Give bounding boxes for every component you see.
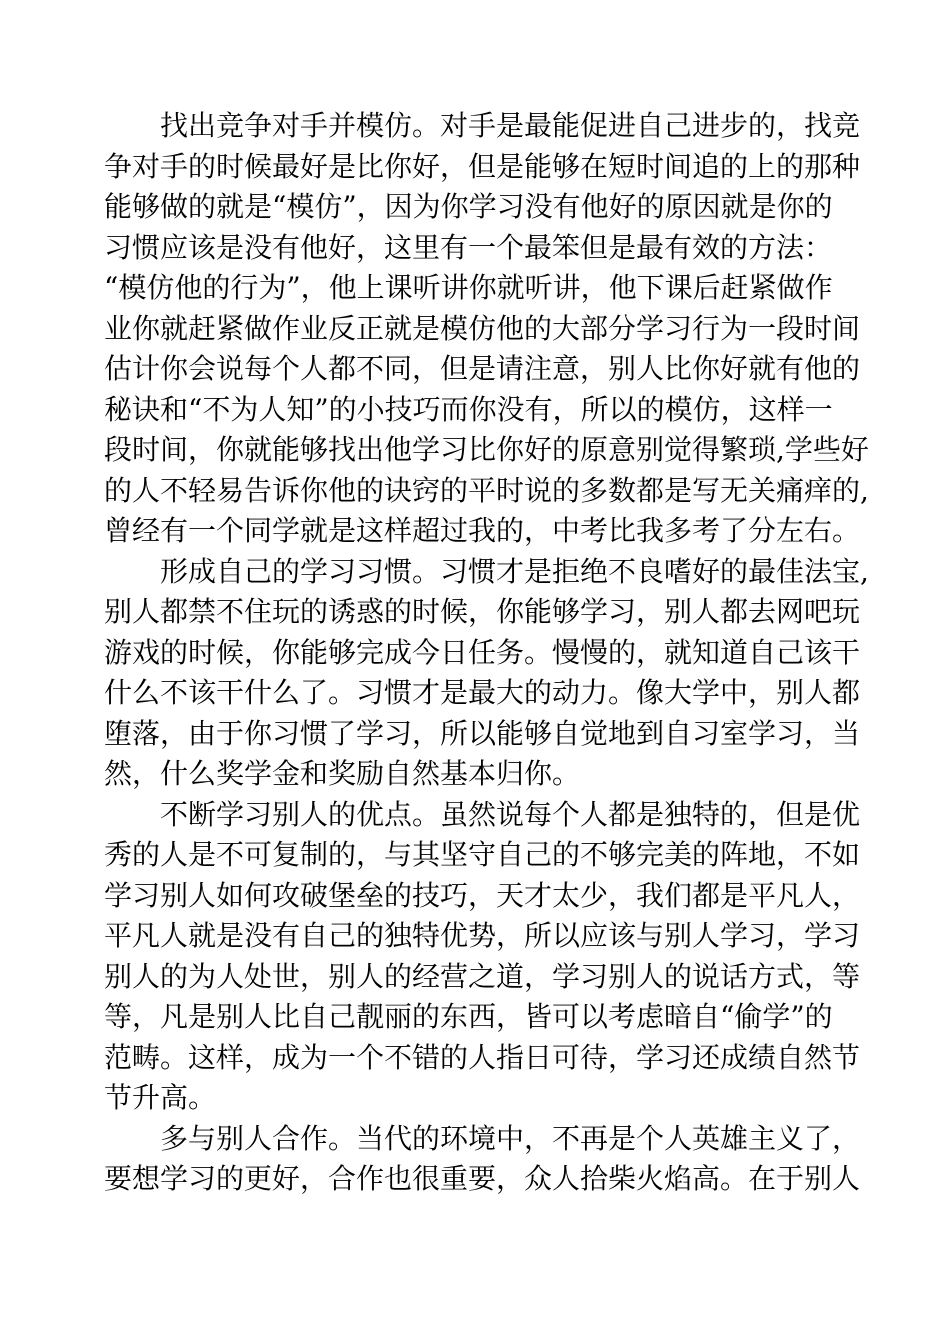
text-line: 平凡人就是没有自己的独特优势，所以应该与别人学习，学习 bbox=[104, 919, 861, 952]
text-line: 要想学习的更好，合作也很重要，众人拾柴火焰高。在于别人 bbox=[104, 1162, 861, 1195]
text-line: 找出竞争对手并模仿。对手是最能促进自己进步的，找竞 bbox=[160, 109, 861, 142]
text-line: 形成自己的学习习惯。习惯才是拒绝不良嗜好的最佳法宝, bbox=[160, 554, 869, 588]
text-line: 游戏的时候，你能够完成今日任务。慢慢的，就知道自己该干 bbox=[104, 635, 861, 669]
text-line: “模仿他的行为”，他上课听讲你就听讲，他下课后赶紧做作 bbox=[104, 271, 833, 304]
text-line: 堕落，由于你习惯了学习，所以能够自觉地到自习室学习，当 bbox=[104, 716, 861, 750]
paragraph-learn-strengths bbox=[104, 795, 861, 1119]
text-line: 然，什么奖学金和奖励自然基本归你。 bbox=[104, 757, 581, 790]
text-line: 秀的人是不可复制的，与其坚守自己的不够完美的阵地，不如 bbox=[104, 838, 861, 871]
text-line: 秘诀和“不为人知”的小技巧而你没有，所以的模仿，这样一 bbox=[104, 392, 833, 426]
text-line: 段时间，你就能够找出他学习比你好的原意别觉得繁琐,学些好 bbox=[104, 433, 869, 466]
paragraph-imitate-rival bbox=[104, 106, 869, 552]
text-line: 范畴。这样，成为一个不错的人指日可待，学习还成绩自然节 bbox=[104, 1040, 861, 1074]
text-line: 不断学习别人的优点。虽然说每个人都是独特的，但是优 bbox=[160, 797, 861, 831]
text-line: 争对手的时候最好是比你好，但是能够在短时间追的上的那种 bbox=[104, 149, 861, 183]
text-line: 能够做的就是“模仿”，因为你学习没有他好的原因就是你的 bbox=[104, 190, 833, 223]
paragraph-study-habits bbox=[104, 552, 869, 795]
text-line: 业你就赶紧做作业反正就是模仿他的大部分学习行为一段时间 bbox=[104, 311, 861, 345]
text-line: 学习别人如何攻破堡垒的技巧，天才太少，我们都是平凡人， bbox=[104, 878, 861, 912]
document-page bbox=[104, 106, 869, 1200]
text-line: 节升高。 bbox=[104, 1081, 217, 1114]
text-line: 曾经有一个同学就是这样超过我的，中考比我多考了分左右。 bbox=[104, 514, 861, 547]
text-line: 什么不该干什么了。习惯才是最大的动力。像大学中，别人都 bbox=[104, 676, 861, 709]
text-line: 别人的为人处世，别人的经营之道，学习别人的说话方式，等 bbox=[104, 959, 861, 993]
text-line: 多与别人合作。当代的环境中，不再是个人英雄主义了， bbox=[160, 1121, 861, 1155]
paragraph-cooperate bbox=[104, 1119, 861, 1200]
text-line: 估计你会说每个人都不同，但是请注意，别人比你好就有他的 bbox=[104, 352, 861, 385]
text-line: 习惯应该是没有他好，这里有一个最笨但是最有效的方法： bbox=[104, 230, 833, 264]
text-line: 等，凡是别人比自己靓丽的东西，皆可以考虑暗自“偷学”的 bbox=[104, 1000, 833, 1033]
text-line: 的人不轻易告诉你他的诀窍的平时说的多数都是写无关痛痒的, bbox=[104, 473, 869, 507]
text-line: 别人都禁不住玩的诱惑的时候，你能够学习，别人都去网吧玩 bbox=[104, 595, 861, 628]
